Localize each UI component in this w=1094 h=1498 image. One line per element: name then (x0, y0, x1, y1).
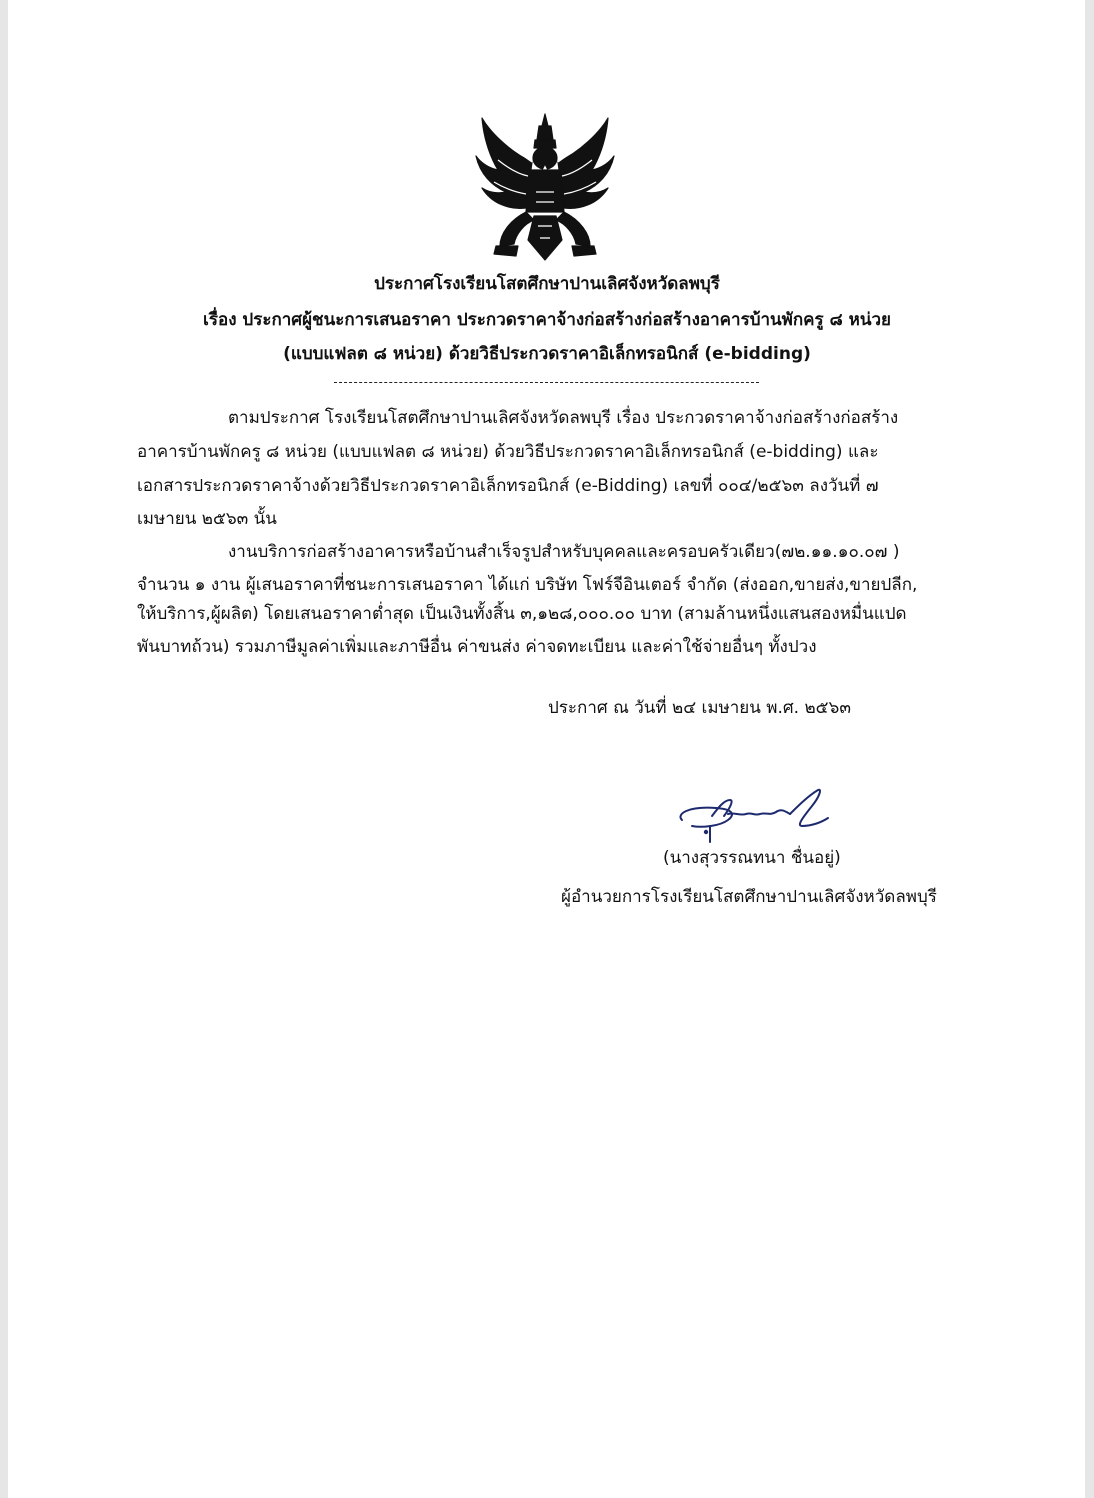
garuda-emblem-icon (470, 112, 620, 264)
announcement-title: ประกาศโรงเรียนโสตศึกษาปานเลิศจังหวัดลพบุรี (374, 274, 720, 294)
paragraph-2-line-1: งานบริการก่อสร้างอาคารหรือบ้านสำเร็จรูปสำหรับบุคคลและครอบครัวเดียว(๗๒.๑๑.๑๐.๐๗ ) (228, 542, 900, 562)
paragraph-2-line-2: จำนวน ๑ งาน ผู้เสนอราคาที่ชนะการเสนอราคา ได้แก่ บริษัท โฟร์จีอินเตอร์ จำกัด (ส่งออก,ขายส่ง,ขายปลีก, (137, 575, 918, 595)
paragraph-1-line-2: อาคารบ้านพักครู ๘ หน่วย (แบบแฟลต ๘ หน่วย) ด้วยวิธีประกวดราคาอิเล็กทรอนิกส์ (e-bidding) และ (137, 442, 879, 462)
announcement-date: ประกาศ ณ วันที่ ๒๔ เมษายน พ.ศ. ๒๕๖๓ (548, 698, 851, 718)
announcement-subject: เรื่อง ประกาศผู้ชนะการเสนอราคา ประกวดราคาจ้างก่อสร้างก่อสร้างอาคารบ้านพักครู ๘ หน่วย (203, 310, 891, 330)
signer-name: (นางสุวรรณทนา ชื่นอยู่) (663, 848, 841, 868)
paragraph-2-line-4: พันบาทถ้วน) รวมภาษีมูลค่าเพิ่มและภาษีอื่น ค่าขนส่ง ค่าจดทะเบียน และค่าใช้จ่ายอื่นๆ ทั้งปวง (137, 637, 817, 657)
handwritten-signature-icon (672, 786, 832, 846)
paragraph-2-line-3: ให้บริการ,ผู้ผลิต) โดยเสนอราคาต่ำสุด เป็นเงินทั้งสิ้น ๓,๑๒๘,๐๐๐.๐๐ บาท (สามล้านหนึ่งแสนสองหมื่นแปด (137, 604, 907, 624)
title-divider (334, 382, 759, 383)
signer-title: ผู้อำนวยการโรงเรียนโสตศึกษาปานเลิศจังหวัดลพบุรี (561, 887, 937, 907)
paragraph-1-line-1: ตามประกาศ โรงเรียนโสตศึกษาปานเลิศจังหวัดลพบุรี เรื่อง ประกวดราคาจ้างก่อสร้างก่อสร้าง (228, 408, 899, 428)
paragraph-1-line-3: เอกสารประกวดราคาจ้างด้วยวิธีประกวดราคาอิเล็กทรอนิกส์ (e-Bidding) เลขที่ ๐๐๔/๒๕๖๓ ลงวันที่ ๗ (137, 476, 879, 496)
announcement-subject-cont: (แบบแฟลต ๘ หน่วย) ด้วยวิธีประกวดราคาอิเล็กทรอนิกส์ (e-bidding) (283, 344, 811, 364)
paragraph-1-line-4: เมษายน ๒๕๖๓ นั้น (137, 509, 277, 529)
